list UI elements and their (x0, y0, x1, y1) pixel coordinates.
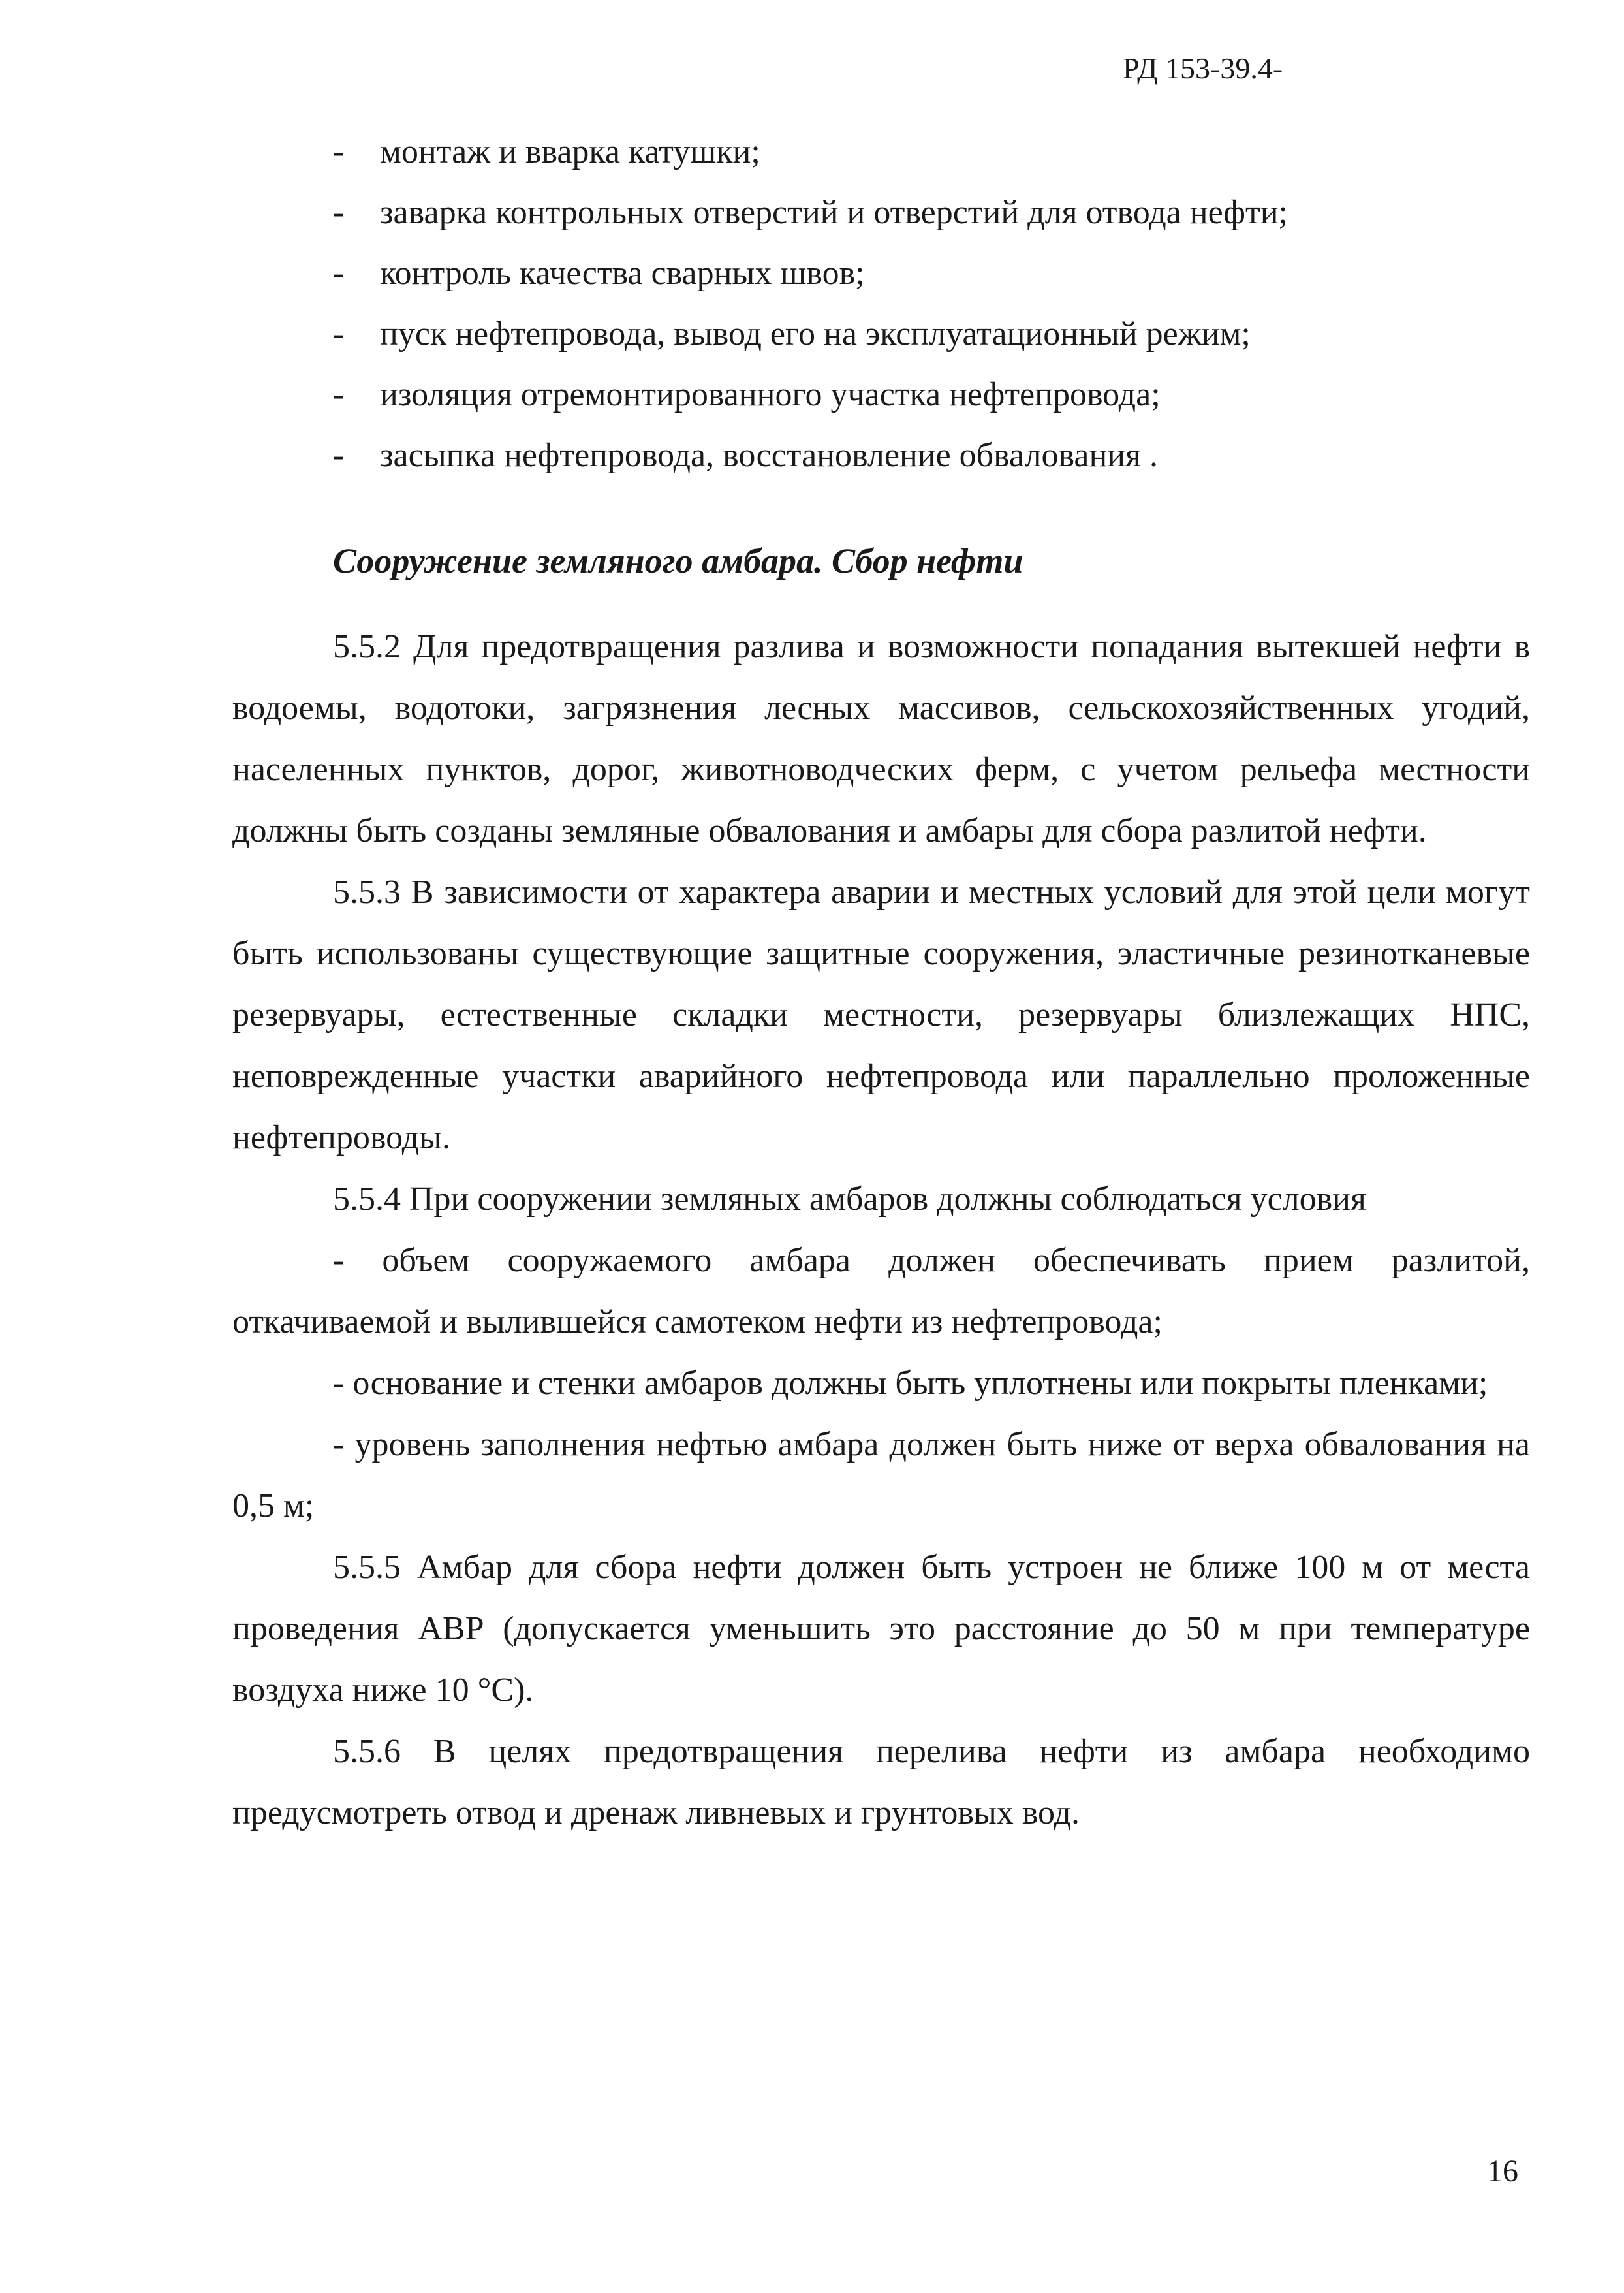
page-number: 16 (1487, 2154, 1518, 2189)
paragraph-5-5-6: 5.5.6 В целях предотвращения перелива нефти из амбара необходимо предусмотреть отвод и дренаж ливневых и грунтовых вод. (232, 1733, 1530, 1831)
list-item-text: заварка контрольных отверстий и отверстий для отвода нефти; (380, 194, 1288, 231)
work-steps-list (333, 121, 1573, 486)
condition-item: - уровень заполнения нефтью амбара должен быть ниже от верха обвалования на 0,5 м; (232, 1426, 1530, 1525)
list-item (333, 304, 1573, 364)
document-code: РД 153-39.4- (1123, 52, 1283, 85)
list-dash: - (333, 437, 345, 474)
paragraph-5-5-5: 5.5.5 Амбар для сбора нефти должен быть устроен не ближе 100 м от места проведения АВР (допускается уменьшить это расстояние до 50 м при температуре воздуха ниже 10 °С). (232, 1549, 1530, 1709)
section-heading: Сооружение земляного амбара. Сбор нефти (333, 541, 1023, 580)
list-item-text: монтаж и вварка катушки; (380, 133, 760, 170)
list-dash: - (333, 133, 345, 170)
list-item (333, 182, 1573, 243)
condition-item: - основание и стенки амбаров должны быть уплотнены или покрыты пленками; (333, 1365, 1488, 1402)
list-dash: - (333, 194, 345, 231)
list-item (333, 243, 1573, 304)
list-dash: - (333, 315, 345, 353)
list-item-text: изоляция отремонтированного участка нефтепровода; (380, 376, 1161, 413)
list-item-text: засыпка нефтепровода, восстановление обвалования . (380, 437, 1159, 474)
list-item-text: пуск нефтепровода, вывод его на эксплуатационный режим; (380, 315, 1251, 353)
list-item (333, 425, 1573, 486)
list-dash: - (333, 255, 345, 292)
paragraph-5-5-2: 5.5.2 Для предотвращения разлива и возможности попадания вытекшей нефти в водоемы, водотоки, загрязнения лесных массивов, сельскохозяйственных угодий, населенных пунктов, дорог, животноводческих ферм, с учетом рельефа местности должны быть созданы земляные обвалования и амбары для сбора разлитой нефти. (232, 628, 1530, 849)
condition-item: - объем сооружаемого амбара должен обеспечивать прием разлитой, откачиваемой и вылившейся самотеком нефти из нефтепровода; (232, 1242, 1530, 1340)
body-text (232, 616, 1530, 1844)
list-dash: - (333, 376, 345, 413)
list-item-text: контроль качества сварных швов; (380, 255, 865, 292)
list-item (333, 364, 1573, 425)
paragraph-5-5-3: 5.5.3 В зависимости от характера аварии и местных условий для этой цели могут быть использованы существующие защитные сооружения, эластичные резинотканевые резервуары, естественные складки местности, резервуары близлежащих НПС, неповрежденные участки аварийного нефтепровода или параллельно проложенные нефтепроводы. (232, 874, 1530, 1156)
list-item (333, 121, 1573, 182)
paragraph-5-5-4: 5.5.4 При сооружении земляных амбаров должны соблюдаться условия (333, 1180, 1366, 1218)
